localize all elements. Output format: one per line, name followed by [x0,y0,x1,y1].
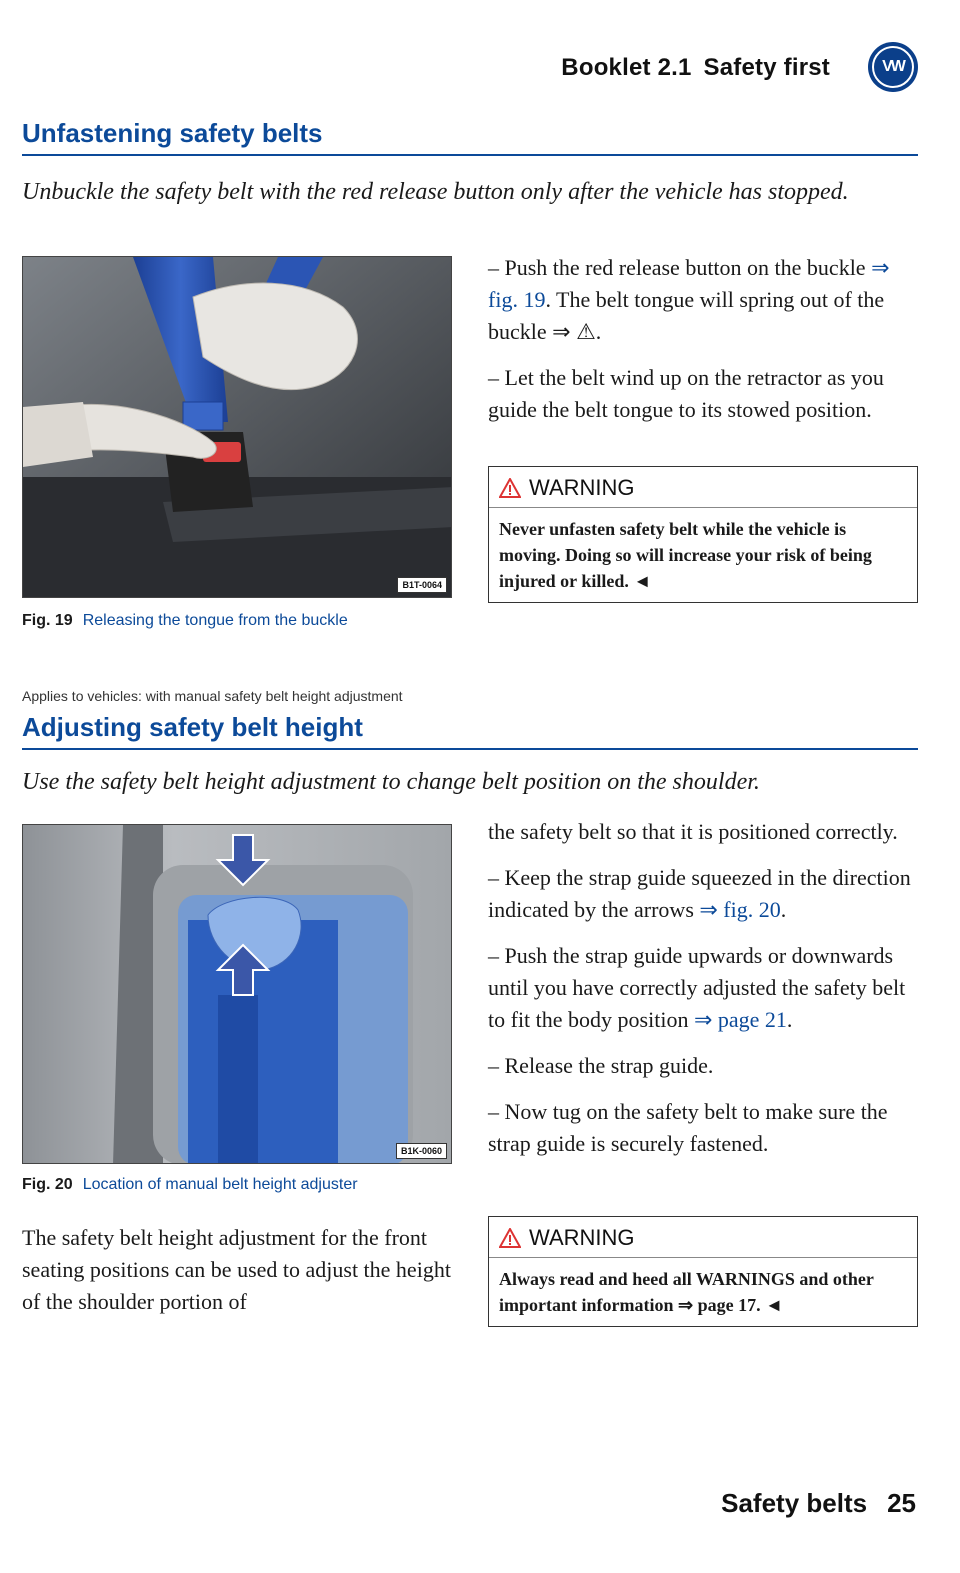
figure-20-caption-text: Location of manual belt height adjuster [82,1176,358,1193]
warning-triangle-icon [499,478,521,498]
lead-text: the safety belt so that it is positioned correctly. [488,819,898,844]
step-push-release: – Push the red release button on the buckle ⇒ fig. 19. The belt tongue will spring out of the buckle ⇒ ⚠. [488,255,890,344]
figure-19-code: B1T-0064 [397,577,447,593]
vw-logo-text: VW [872,46,914,88]
section-title-unfastening: Unfastening safety belts [22,118,323,148]
section-intro-unfastening: Unbuckle the safety belt with the red release button only after the vehicle has stopped. [22,179,849,205]
warning-triangle-icon [499,1228,521,1248]
warning-title: WARNING [529,475,635,500]
warning-body: Always read and heed all WARNINGS and other important information ⇒ page 17. ◄ [499,1269,874,1315]
warning-header [489,467,917,508]
warning-box-read [488,1216,918,1327]
step-push-guide: – Push the strap guide upwards or downwards until you have correctly adjusted the safety belt to fit the body position ⇒ page 21. [488,943,906,1032]
warning-body: Never unfasten safety belt while the vehicle is moving. Doing so will increase your risk of being injured or killed. ◄ [499,519,872,591]
booklet-label: Booklet 2.1 [561,54,692,81]
section-title-adjusting: Adjusting safety belt height [22,712,363,742]
figure-20-code: B1K-0060 [396,1143,447,1159]
ref-page-21-link[interactable]: ⇒ page 21 [693,1007,787,1032]
figure-20-label: Fig. 20 [22,1176,73,1193]
belt-buckle-illustration-icon [23,257,452,598]
section-intro-adjusting: Use the safety belt height adjustment to change belt position on the shoulder. [22,769,760,795]
figure-19-image [22,256,452,598]
page-footer [721,1488,916,1519]
step-keep-squeezed: – Keep the strap guide squeezed in the direction indicated by the arrows ⇒ fig. 20. [488,865,911,922]
warning-header [489,1217,917,1258]
vw-logo-icon [868,42,918,92]
page-number: 25 [887,1488,916,1518]
step-release-guide: – Release the strap guide. [488,1053,714,1078]
ref-fig-19-link[interactable]: ⇒ fig. 19 [488,255,890,312]
warning-title: WARNING [529,1225,635,1250]
step-tug-belt: – Now tug on the safety belt to make sure the strap guide is securely fastened. [488,1099,888,1156]
ref-fig-20-link[interactable]: ⇒ fig. 20 [699,897,781,922]
figure-19-caption [22,612,348,630]
header-section: Safety first [703,54,830,81]
figure-20-caption [22,1176,358,1194]
applies-to-note: Applies to vehicles: with manual safety belt height adjustment [22,688,403,704]
adjustment-description: The safety belt height adjustment for the front seating positions can be used to adjust the height of the shoulder portion of [22,1225,451,1314]
running-header [561,54,830,82]
section-divider [22,154,918,156]
figure-19-caption-text: Releasing the tongue from the buckle [82,612,348,629]
belt-height-adjuster-illustration-icon [23,825,452,1164]
unfastening-steps [488,252,916,440]
adjusting-steps [488,816,916,1174]
footer-chapter: Safety belts [721,1488,868,1518]
section-divider [22,748,918,750]
figure-19-label: Fig. 19 [22,612,73,629]
warning-box-unfasten [488,466,918,603]
figure-20-image [22,824,452,1164]
step-wind-belt: – Let the belt wind up on the retractor as you guide the belt tongue to its stowed position. [488,365,884,422]
